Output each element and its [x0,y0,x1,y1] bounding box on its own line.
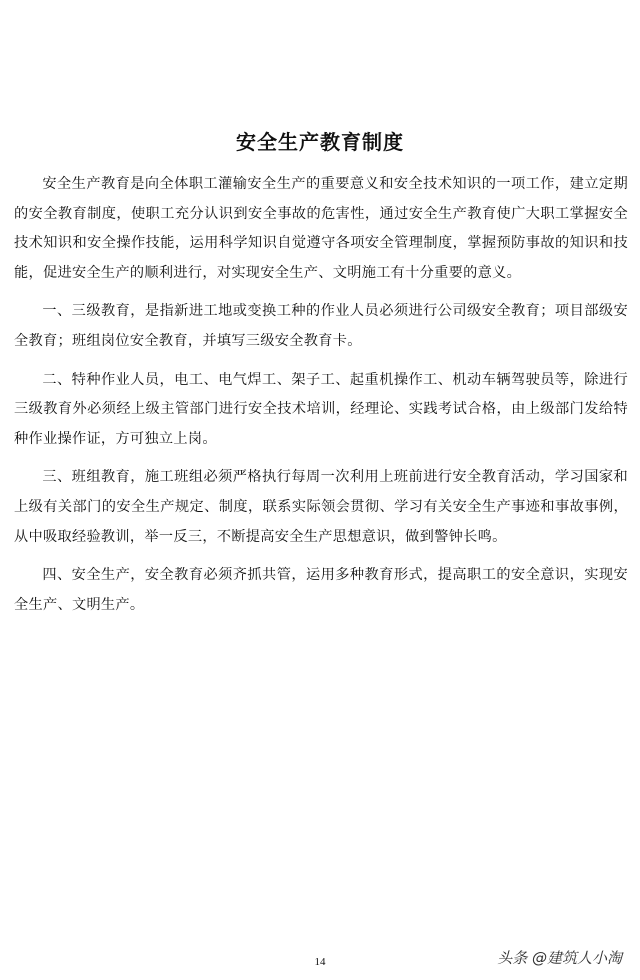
document-body [14,170,628,629]
document-title: 安全生产教育制度 [236,130,404,154]
section-team-education: 三、班组教育，施工班组必须严格执行每周一次利用上班前进行安全教育活动，学习国家和上级有关部门的安全生产规定、制度，联系实际领会贯彻、学习有关安全生产事迹和事故事例，从中吸取经验教训，举一反三，不断提高安全生产思想意识，做到警钟长鸣。 [14,469,628,545]
intro-paragraph: 安全生产教育是向全体职工灌输安全生产的重要意义和安全技术知识的一项工作，建立定期的安全教育制度，使职工充分认识到安全事故的危害性，通过安全生产教育使广大职工掌握安全技术知识和安全操作技能，运用科学知识自觉遵守各项安全管理制度，掌握预防事故的知识和技能，促进安全生产的顺利进行，对实现安全生产、文明施工有十分重要的意义。 [14,176,628,281]
section-three-level-education: 一、三级教育，是指新进工地或变换工种的作业人员必须进行公司级安全教育；项目部级安全教育；班组岗位安全教育，并填写三级安全教育卡。 [14,303,628,349]
source-watermark: 头条 @建筑人小淘 [489,944,630,970]
page-number: 14 [314,956,326,968]
section-safety-production: 四、安全生产，安全教育必须齐抓共管，运用多种教育形式，提高职工的安全意识，实现安全生产、文明生产。 [14,567,628,613]
section-special-operators: 二、特种作业人员，电工、电气焊工、架子工、起重机操作工、机动车辆驾驶员等，除进行三级教育外必须经上级主管部门进行安全技术培训，经理论、实践考试合格，由上级部门发给特种作业操作证，方可独立上岗。 [14,371,628,447]
